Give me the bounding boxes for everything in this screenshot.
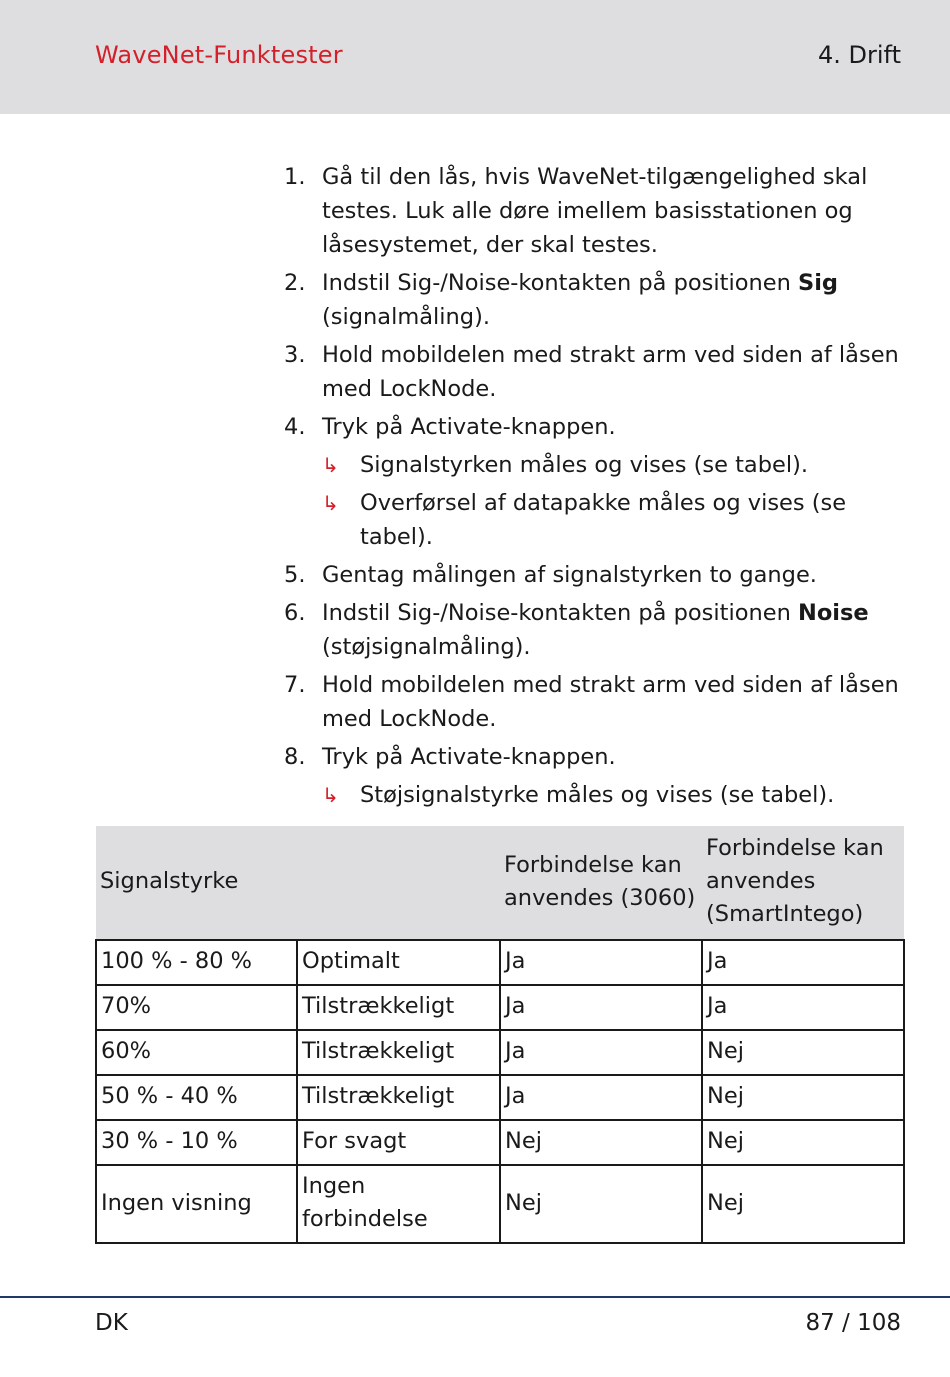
table-cell: Ja xyxy=(500,940,702,985)
result-text: Signalstyrken måles og vises (se tabel). xyxy=(360,452,809,478)
step-text-bold: Noise xyxy=(798,600,869,626)
table-cell: Ja xyxy=(500,985,702,1030)
result-text: Overførsel af datapakke måles og vises (se tabel). xyxy=(360,490,847,550)
table-cell: Ja xyxy=(500,1030,702,1075)
table-cell: 60% xyxy=(96,1030,297,1075)
page-header xyxy=(0,0,950,114)
table-cell: Ingen visning xyxy=(96,1165,297,1243)
result-item xyxy=(322,486,904,554)
step-item xyxy=(284,160,904,262)
step-text: Indstil Sig-/Noise-kontakten på positionen xyxy=(322,270,798,296)
table-cell: Ja xyxy=(500,1075,702,1120)
table-cell: Ja xyxy=(702,985,904,1030)
step-text: Hold mobildelen med strakt arm ved siden af låsen med LockNode. xyxy=(322,672,899,732)
step-text: Tryk på Activate-knappen. xyxy=(322,414,616,440)
signal-strength-table xyxy=(95,826,905,1244)
table-row xyxy=(96,1165,904,1243)
table-cell: Nej xyxy=(702,1030,904,1075)
step-item xyxy=(284,266,904,334)
table-cell: Nej xyxy=(500,1120,702,1165)
table-cell: Optimalt xyxy=(297,940,500,985)
step-number: 7. xyxy=(284,672,306,698)
table-cell: Ingen forbindelse xyxy=(297,1165,500,1243)
step-number: 2. xyxy=(284,270,306,296)
signal-strength-table-wrap xyxy=(95,826,903,1244)
column-header-3060: Forbindelse kan anvendes (3060) xyxy=(500,826,702,940)
arrow-down-right-icon: ↳ xyxy=(322,491,339,515)
arrow-down-right-icon: ↳ xyxy=(322,783,339,807)
arrow-down-right-icon: ↳ xyxy=(322,453,339,477)
column-header-signal: Signalstyrke xyxy=(96,826,500,940)
table-cell: Nej xyxy=(702,1120,904,1165)
table-cell: Tilstrækkeligt xyxy=(297,985,500,1030)
table-cell: 100 % - 80 % xyxy=(96,940,297,985)
step-text: Indstil Sig-/Noise-kontakten på positionen xyxy=(322,600,798,626)
step-text: Tryk på Activate-knappen. xyxy=(322,744,616,770)
table-cell: Tilstrækkeligt xyxy=(297,1075,500,1120)
step-number: 5. xyxy=(284,562,306,588)
step-number: 1. xyxy=(284,164,306,190)
document-title: WaveNet-Funktester xyxy=(95,41,343,69)
table-cell: 50 % - 40 % xyxy=(96,1075,297,1120)
table-cell: For svagt xyxy=(297,1120,500,1165)
footer-language: DK xyxy=(95,1310,128,1336)
step-item xyxy=(284,338,904,406)
step-number: 4. xyxy=(284,414,306,440)
section-title: 4. Drift xyxy=(818,41,901,69)
step-number: 6. xyxy=(284,600,306,626)
step-item xyxy=(284,558,904,592)
table-cell: 30 % - 10 % xyxy=(96,1120,297,1165)
table-header-row xyxy=(96,826,904,940)
step-text: Hold mobildelen med strakt arm ved siden af låsen med LockNode. xyxy=(322,342,899,402)
step-item xyxy=(284,410,904,444)
table-cell: Ja xyxy=(702,940,904,985)
table-row xyxy=(96,940,904,985)
step-number: 3. xyxy=(284,342,306,368)
table-cell: Nej xyxy=(702,1075,904,1120)
step-item xyxy=(284,668,904,736)
instruction-steps xyxy=(284,160,904,816)
table-row xyxy=(96,985,904,1030)
step-number: 8. xyxy=(284,744,306,770)
table-cell: 70% xyxy=(96,985,297,1030)
table-cell: Nej xyxy=(702,1165,904,1243)
footer-divider xyxy=(0,1296,950,1298)
result-text: Støjsignalstyrke måles og vises (se tabel). xyxy=(360,782,835,808)
table-row xyxy=(96,1030,904,1075)
step-text: Gå til den lås, hvis WaveNet-tilgængelighed skal testes. Luk alle døre imellem basisstationen og låsesystemet, der skal testes. xyxy=(322,164,868,258)
step-text: (støjsignalmåling). xyxy=(322,634,531,660)
step-text: Gentag målingen af signalstyrken to gange. xyxy=(322,562,817,588)
step-item xyxy=(284,596,904,664)
page-number: 87 / 108 xyxy=(805,1310,901,1336)
table-cell: Nej xyxy=(500,1165,702,1243)
result-item xyxy=(322,448,904,482)
step-text: (signalmåling). xyxy=(322,304,491,330)
step-item xyxy=(284,740,904,774)
step-text-bold: Sig xyxy=(798,270,839,296)
table-row xyxy=(96,1120,904,1165)
table-row xyxy=(96,1075,904,1120)
column-header-smartintego: Forbindelse kan anvendes (SmartIntego) xyxy=(702,826,904,940)
table-cell: Tilstrækkeligt xyxy=(297,1030,500,1075)
result-item xyxy=(322,778,904,812)
